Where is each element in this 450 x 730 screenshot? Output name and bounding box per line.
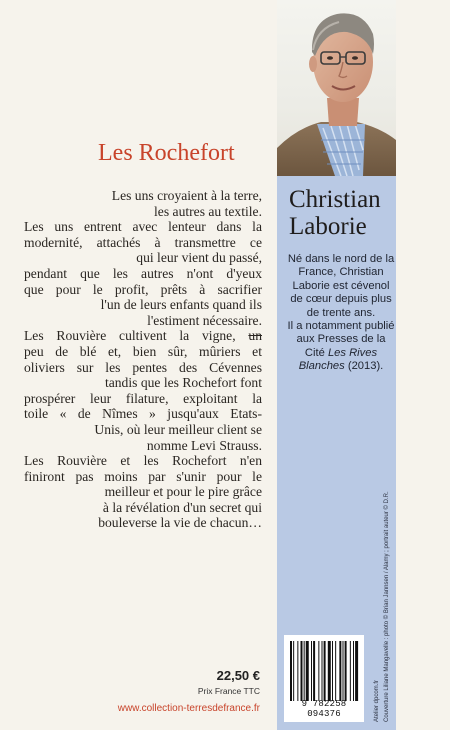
blurb-line: Unis, où leur meilleur client se	[94, 421, 262, 437]
photo-credits: Couverture Liliane Mangavelle : photo © Brian Jannsen / Alamy ; portrait auteur © D.R.	[384, 491, 390, 722]
author-portrait-illustration	[277, 0, 396, 176]
website-link[interactable]: www.collection-terresdefrance.fr	[117, 703, 260, 714]
blurb-line: Les uns croyaient à la terre,	[111, 188, 262, 203]
blurb-line: meilleur et pour le pire grâce	[104, 484, 262, 500]
blurb-line: oliviers sur les pentes des Cévennes	[24, 359, 262, 375]
book-blurb	[24, 188, 262, 531]
blurb-line: à la révélation d'un secret qui	[102, 499, 262, 515]
blurb-line: prospérer leur filature, exploitant la	[24, 390, 262, 406]
blurb-line: modernité, attachés à transmettre ce	[24, 234, 262, 250]
bio-text: Il a notamment publié aux Presses de la Cité	[287, 320, 395, 359]
blurb-line: les autres au textile.	[154, 203, 262, 219]
blurb-line	[24, 328, 262, 344]
blurb-line: Les uns entrent avec lenteur dans la	[24, 219, 262, 235]
design-credit: Atelier dpcom.fr	[374, 679, 380, 722]
blurb-line: l'un de leurs enfants quand ils	[100, 297, 262, 313]
blurb-line: que pour le profit, prêts à sacrifier	[24, 281, 262, 297]
blurb-line: toile « de Nîmes » jusqu'aux Etats-	[24, 406, 262, 422]
blurb-line: pendant que les autres n'ont d'yeux	[24, 265, 262, 281]
barcode	[284, 635, 364, 722]
blurb-line: Les Rouvière et les Rochefort n'en	[24, 453, 262, 469]
blurb-line: nomme Levi Strauss.	[146, 437, 262, 453]
book-reference: Les Rives Blanches	[298, 346, 378, 373]
price-note: Prix France TTC	[197, 686, 260, 696]
book-title: Les Rochefort	[98, 140, 235, 166]
struck-word: un	[248, 328, 262, 344]
blurb-line: l'estiment nécessaire.	[147, 312, 262, 328]
author-name: Christian Laborie	[289, 186, 381, 240]
bio-text: (2013).	[344, 360, 384, 373]
author-bio	[287, 253, 395, 374]
blurb-line: finiront pas moins par s'unir pour le	[24, 468, 262, 484]
barcode-bars	[284, 635, 364, 707]
author-portrait	[277, 0, 396, 176]
blurb-text: Les Rouvière cultivent la vigne,	[24, 328, 236, 344]
price: 22,50 €	[216, 668, 260, 683]
blurb-line: tandis que les Rochefort font	[104, 375, 262, 391]
blurb-line: qui leur vient du passé,	[136, 250, 262, 266]
bio-paragraph	[287, 320, 395, 374]
isbn-number: 9 782258 094376	[301, 699, 347, 719]
blurb-line: bouleverse la vie de chacun…	[98, 515, 262, 531]
bio-paragraph: Né dans le nord de la France, Christian Laborie est cévenol de cœur depuis plus de trente ans.	[287, 253, 395, 319]
blurb-line: peu de blé et, bien sûr, mûriers et	[24, 343, 262, 359]
